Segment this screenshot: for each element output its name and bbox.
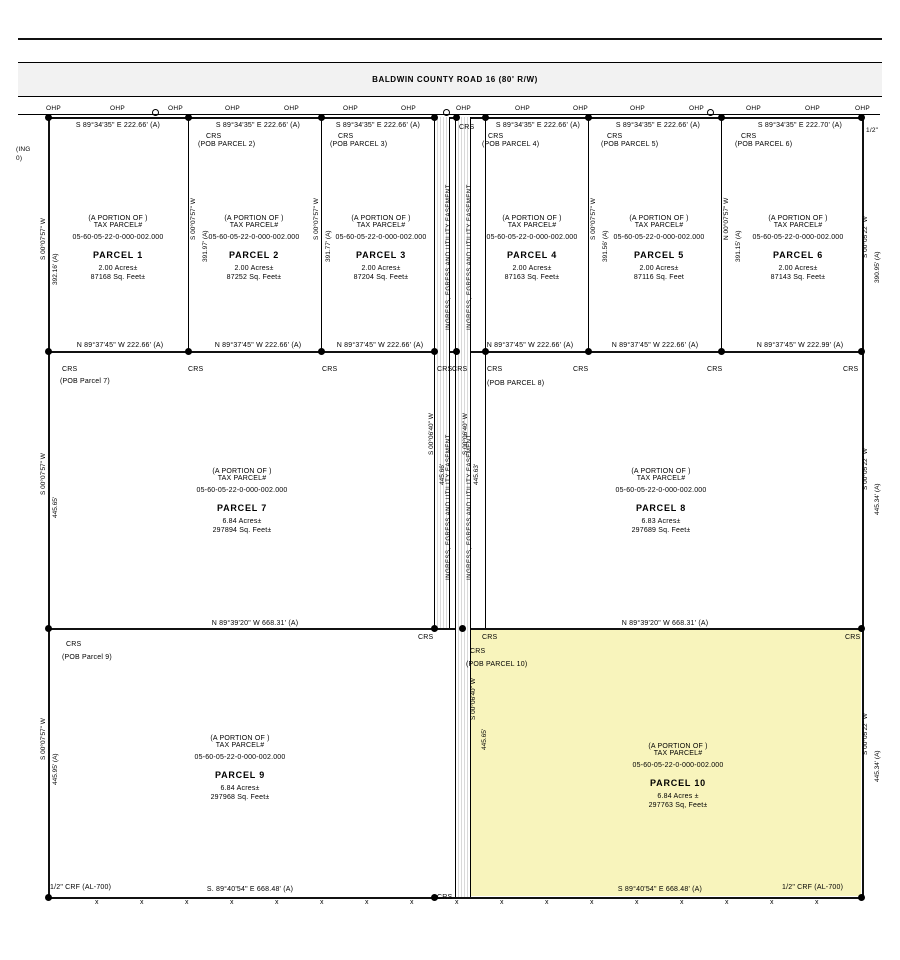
fence-mark: x <box>275 899 279 906</box>
west-bearing-top: S 00°07'57" W <box>40 218 47 260</box>
crs-label: CRS <box>843 366 859 373</box>
lower-bearing-label: N 89°39'20" W 668.31' (A) <box>211 620 299 627</box>
lot-line-7-8 <box>485 351 486 628</box>
crs-label: CRS <box>845 634 861 641</box>
ohp-label: OHP <box>110 105 125 112</box>
tax-parcel-portion: (A PORTION OF ) <box>631 468 691 475</box>
crs-label: CRS <box>470 648 486 655</box>
crs-label: CRS <box>322 366 338 373</box>
crs-label: CRS <box>573 366 589 373</box>
easement-distance-label: 445.65' <box>481 728 488 750</box>
corner-node <box>45 894 52 901</box>
tax-parcel-portion: (A PORTION OF ) <box>224 215 284 222</box>
parcel-square-feet: 87204 Sq. Feet± <box>353 274 409 281</box>
ohp-label: OHP <box>284 105 299 112</box>
pob-parcel-3-label: (POB PARCEL 3) <box>330 141 388 148</box>
pob-parcel-9-label: (POB Parcel 9) <box>62 654 112 661</box>
crs-label: CRS <box>488 133 504 140</box>
fence-mark: x <box>230 899 234 906</box>
ohp-label: OHP <box>225 105 240 112</box>
tax-parcel-portion: (A PORTION OF ) <box>88 215 148 222</box>
interior-bearing-label: N 00°07'57" W <box>723 197 730 240</box>
corner-node <box>185 348 192 355</box>
mid-bearing-label: N 89°37'45" W 222.66' (A) <box>611 342 699 349</box>
corner-node <box>431 114 438 121</box>
south-bearing-label: S 89°40'54" E 668.48' (A) <box>617 886 703 893</box>
corner-node <box>318 348 325 355</box>
tax-parcel-number: 05-60-05-22-0-000-002.000 <box>632 762 724 769</box>
easement-label-west-mid: INGRESS, EGRESS AND UTILITY EASEMENT <box>446 434 452 580</box>
pob-parcel-8-label: (POB PARCEL 8) <box>487 380 545 387</box>
crs-label: CRS <box>707 366 723 373</box>
ohp-label: OHP <box>746 105 761 112</box>
mid-bearing-label: N 89°37'45" W 222.66' (A) <box>214 342 302 349</box>
parcel-acreage: 6.84 Acres± <box>222 518 262 525</box>
parcel-name: PARCEL 2 <box>228 250 280 260</box>
corner-node <box>482 114 489 121</box>
tax-parcel-number: 05-60-05-22-0-000-002.000 <box>335 234 427 241</box>
corner-node <box>585 348 592 355</box>
ohp-label: OHP <box>456 105 471 112</box>
fence-mark: x <box>365 899 369 906</box>
parcel-square-feet: 87252 Sq. Feet± <box>226 274 282 281</box>
easement-distance-label: 445.66' <box>439 463 446 485</box>
fence-mark: x <box>815 899 819 906</box>
easement-distance-label: 445.63' <box>473 463 480 485</box>
interior-distance-label: 391.56' (A) <box>602 230 609 262</box>
east-bearing-top: S 00°05'22" W <box>862 216 869 258</box>
fence-mark: x <box>140 899 144 906</box>
parcel-block <box>152 468 332 534</box>
tax-parcel-number: 05-60-05-22-0-000-002.000 <box>613 234 705 241</box>
north-bearing-label: S 89°34'35" E 222.66' (A) <box>75 122 161 129</box>
fence-mark: x <box>680 899 684 906</box>
north-bearing-label: S 89°34'35" E 222.66' (A) <box>615 122 701 129</box>
fence-mark: x <box>635 899 639 906</box>
mid-bearing-label: N 89°37'45" W 222.66' (A) <box>336 342 424 349</box>
pob-parcel-4-label: (POB PARCEL 4) <box>482 141 540 148</box>
lower-bearing-label: N 89°39'20" W 668.31' (A) <box>621 620 709 627</box>
ohp-label: OHP <box>689 105 704 112</box>
corner-node <box>431 348 438 355</box>
pob-parcel-6-label: (POB PARCEL 6) <box>735 141 793 148</box>
corner-node <box>482 348 489 355</box>
tax-parcel-caption: TAX PARCEL# <box>93 222 143 229</box>
crs-label: CRS <box>437 366 453 373</box>
fence-mark: x <box>95 899 99 906</box>
crs-label: CRS <box>487 366 503 373</box>
west-distance-top: 392.16' (A) <box>52 253 59 285</box>
crs-label: CRS <box>338 133 354 140</box>
interior-bearing-label: S 00°07'57" W <box>313 198 320 240</box>
tax-parcel-number: 05-60-05-22-0-000-002.000 <box>752 234 844 241</box>
parcel-block <box>571 468 751 534</box>
north-bearing-label: S 89°34'35" E 222.66' (A) <box>335 122 421 129</box>
corner-node <box>431 625 438 632</box>
easement-bearing-label: S 00°06'40" W <box>462 413 469 455</box>
parcel-acreage: 2.00 Acres± <box>512 265 552 272</box>
corner-node <box>858 348 865 355</box>
pob-parcel-5-label: (POB PARCEL 5) <box>601 141 659 148</box>
parcel-acreage: 2.00 Acres± <box>234 265 274 272</box>
easement-bearing-label: S 00°06'40" W <box>470 678 477 720</box>
crs-label: CRS <box>188 366 204 373</box>
tax-parcel-number: 05-60-05-22-0-000-002.000 <box>72 234 164 241</box>
crs-label: CRS <box>452 366 468 373</box>
corner-node <box>858 894 865 901</box>
parcel-square-feet: 87143 Sq. Feet± <box>770 274 826 281</box>
ohp-label: OHP <box>515 105 530 112</box>
crs-label: CRS <box>66 641 82 648</box>
fence-mark: x <box>320 899 324 906</box>
interior-distance-label: 391.77' (A) <box>325 230 332 262</box>
parcel-name: PARCEL 4 <box>506 250 558 260</box>
ohp-label: OHP <box>401 105 416 112</box>
north-bearing-label: S 89°34'35" E 222.70' (A) <box>757 122 843 129</box>
west-bearing-bottom: S 00°07'57" W <box>40 718 47 760</box>
fence-mark: x <box>725 899 729 906</box>
corner-node <box>453 348 460 355</box>
corner-node <box>185 114 192 121</box>
parcel-acreage: 2.00 Acres± <box>778 265 818 272</box>
tax-parcel-portion: (A PORTION OF ) <box>212 468 272 475</box>
parcel-acreage: 6.84 Acres± <box>220 785 260 792</box>
crf-left-label: 1/2" CRF (AL-700) <box>50 884 112 891</box>
north-bearing-label: S 89°34'35" E 222.66' (A) <box>495 122 581 129</box>
west-distance-bottom: 445.95' (A) <box>52 753 59 785</box>
crf-right-label: 1/2" CRF (AL-700) <box>782 884 844 891</box>
fence-mark: x <box>410 899 414 906</box>
ohp-label: OHP <box>805 105 820 112</box>
easement-label-west-top: INGRESS, EGRESS AND UTILITY EASEMENT <box>446 184 452 330</box>
corner-node <box>585 114 592 121</box>
corner-node <box>45 348 52 355</box>
mid-bearing-label: N 89°37'45" W 222.99' (A) <box>756 342 844 349</box>
top-border-line <box>18 38 882 40</box>
right-note-half-inch: 1/2" <box>866 127 879 134</box>
corner-node <box>718 114 725 121</box>
fence-mark: x <box>545 899 549 906</box>
parcel-square-feet: 297763 Sq, Feet± <box>648 802 708 809</box>
tax-parcel-portion: (A PORTION OF ) <box>502 215 562 222</box>
tax-parcel-number: 05-60-05-22-0-000-002.000 <box>486 234 578 241</box>
corner-node <box>45 114 52 121</box>
fence-mark: x <box>455 899 459 906</box>
corner-node <box>318 114 325 121</box>
interior-distance-label: 391.15' (A) <box>735 230 742 262</box>
tax-parcel-number: 05-60-05-22-0-000-002.000 <box>194 754 286 761</box>
tax-parcel-caption: TAX PARCEL# <box>229 222 279 229</box>
crs-label: CRS <box>607 133 623 140</box>
east-bearing-bottom: S 00°05'22" W <box>862 713 869 755</box>
mid-bearing-label: N 89°37'45" W 222.66' (A) <box>76 342 164 349</box>
parcel-name: PARCEL 8 <box>635 503 687 513</box>
parcel-name: PARCEL 9 <box>214 770 266 780</box>
interior-bearing-label: S 00°07'57" W <box>590 198 597 240</box>
corner-node <box>453 114 460 121</box>
left-note-1: (ING <box>16 146 31 153</box>
ohp-label: OHP <box>343 105 358 112</box>
parcel-acreage: 6.84 Acres ± <box>657 793 699 800</box>
west-bearing-mid: S 00°07'57" W <box>40 453 47 495</box>
crs-label: CRS <box>418 634 434 641</box>
parcel-acreage: 6.83 Acres± <box>641 518 681 525</box>
parcel-name: PARCEL 1 <box>92 250 144 260</box>
tax-parcel-caption: TAX PARCEL# <box>215 742 265 749</box>
corner-node <box>45 625 52 632</box>
tax-parcel-portion: (A PORTION OF ) <box>351 215 411 222</box>
tax-parcel-portion: (A PORTION OF ) <box>210 735 270 742</box>
road-label: BALDWIN COUNTY ROAD 16 (80' R/W) <box>372 75 538 84</box>
crs-label: CRS <box>459 124 475 131</box>
east-bearing-mid: S 00°05'22" W <box>862 448 869 490</box>
fence-mark: x <box>770 899 774 906</box>
road-edge-south <box>18 96 882 97</box>
utility-pole-icon <box>443 109 450 116</box>
fence-mark: x <box>185 899 189 906</box>
ohp-label: OHP <box>573 105 588 112</box>
parcel-name: PARCEL 3 <box>355 250 407 260</box>
parcel-square-feet: 87163 Sq. Feet± <box>504 274 560 281</box>
left-note-2: 0) <box>16 155 23 162</box>
tax-parcel-number: 05-60-05-22-0-000-002.000 <box>208 234 300 241</box>
fence-mark: x <box>590 899 594 906</box>
parcel-acreage: 2.00 Acres± <box>639 265 679 272</box>
ohp-label: OHP <box>46 105 61 112</box>
easement-label-east-mid: INGRESS, EGRESS AND UTILITY EASEMENT <box>467 434 473 580</box>
crs-label: CRS <box>437 894 453 901</box>
tax-parcel-caption: TAX PARCEL# <box>653 750 703 757</box>
east-distance-bottom: 445.34' (A) <box>874 750 881 782</box>
parcel-square-feet: 87168 Sq. Feet± <box>90 274 146 281</box>
pob-parcel-7-label: (POB Parcel 7) <box>60 378 110 385</box>
easement-band-south <box>455 628 471 897</box>
crs-label: CRS <box>206 133 222 140</box>
parcel-square-feet: 297894 Sq. Feet± <box>212 527 272 534</box>
ohp-label: OHP <box>168 105 183 112</box>
tax-parcel-caption: TAX PARCEL# <box>356 222 406 229</box>
parcel-name: PARCEL 7 <box>216 503 268 513</box>
parcel-block <box>150 735 330 801</box>
west-distance-mid: 445.65' <box>52 496 59 518</box>
tax-parcel-number: 05-60-05-22-0-000-002.000 <box>196 487 288 494</box>
pob-parcel-10-label: (POB PARCEL 10) <box>466 661 528 668</box>
tax-parcel-caption: TAX PARCEL# <box>634 222 684 229</box>
parcel-square-feet: 297968 Sq. Feet± <box>210 794 270 801</box>
interior-distance-label: 391.97' (A) <box>202 230 209 262</box>
parcel-square-feet: 87116 Sq. Feet <box>633 274 685 281</box>
utility-pole-icon <box>707 109 714 116</box>
road-edge-north <box>18 62 882 63</box>
easement-bearing-label: S 00°06'40" W <box>428 413 435 455</box>
tax-parcel-caption: TAX PARCEL# <box>773 222 823 229</box>
corner-node <box>858 625 865 632</box>
corner-node <box>718 348 725 355</box>
tax-parcel-caption: TAX PARCEL# <box>217 475 267 482</box>
crs-label: CRS <box>482 634 498 641</box>
crs-label: CRS <box>741 133 757 140</box>
parcel-name: PARCEL 6 <box>772 250 824 260</box>
south-bearing-label: S. 89°40'54" E 668.48' (A) <box>206 886 294 893</box>
north-bearing-label: S 89°34'35" E 222.66' (A) <box>215 122 301 129</box>
parcel-block <box>588 743 768 809</box>
mid-bearing-label: N 89°37'45" W 222.66' (A) <box>486 342 574 349</box>
parcel-square-feet: 297689 Sq. Feet± <box>631 527 691 534</box>
parcel-acreage: 2.00 Acres± <box>361 265 401 272</box>
tax-parcel-portion: (A PORTION OF ) <box>629 215 689 222</box>
east-distance-mid: 445.34' (A) <box>874 483 881 515</box>
parcel-acreage: 2.00 Acres± <box>98 265 138 272</box>
east-distance-top: 390.95' (A) <box>874 251 881 283</box>
utility-pole-icon <box>152 109 159 116</box>
ohp-label: OHP <box>855 105 870 112</box>
tax-parcel-portion: (A PORTION OF ) <box>648 743 708 750</box>
tax-parcel-caption: TAX PARCEL# <box>636 475 686 482</box>
crs-label: CRS <box>62 366 78 373</box>
fence-mark: x <box>500 899 504 906</box>
easement-label-east-top: INGRESS, EGRESS AND UTILITY EASEMENT <box>467 184 473 330</box>
corner-node <box>858 114 865 121</box>
ohp-label: OHP <box>630 105 645 112</box>
parcel-name: PARCEL 5 <box>633 250 685 260</box>
pob-parcel-2-label: (POB PARCEL 2) <box>198 141 256 148</box>
tax-parcel-caption: TAX PARCEL# <box>507 222 557 229</box>
corner-node <box>459 625 466 632</box>
interior-bearing-label: S 00°07'57" W <box>190 198 197 240</box>
parcel-name: PARCEL 10 <box>650 778 706 788</box>
tax-parcel-portion: (A PORTION OF ) <box>768 215 828 222</box>
tax-parcel-number: 05-60-05-22-0-000-002.000 <box>615 487 707 494</box>
